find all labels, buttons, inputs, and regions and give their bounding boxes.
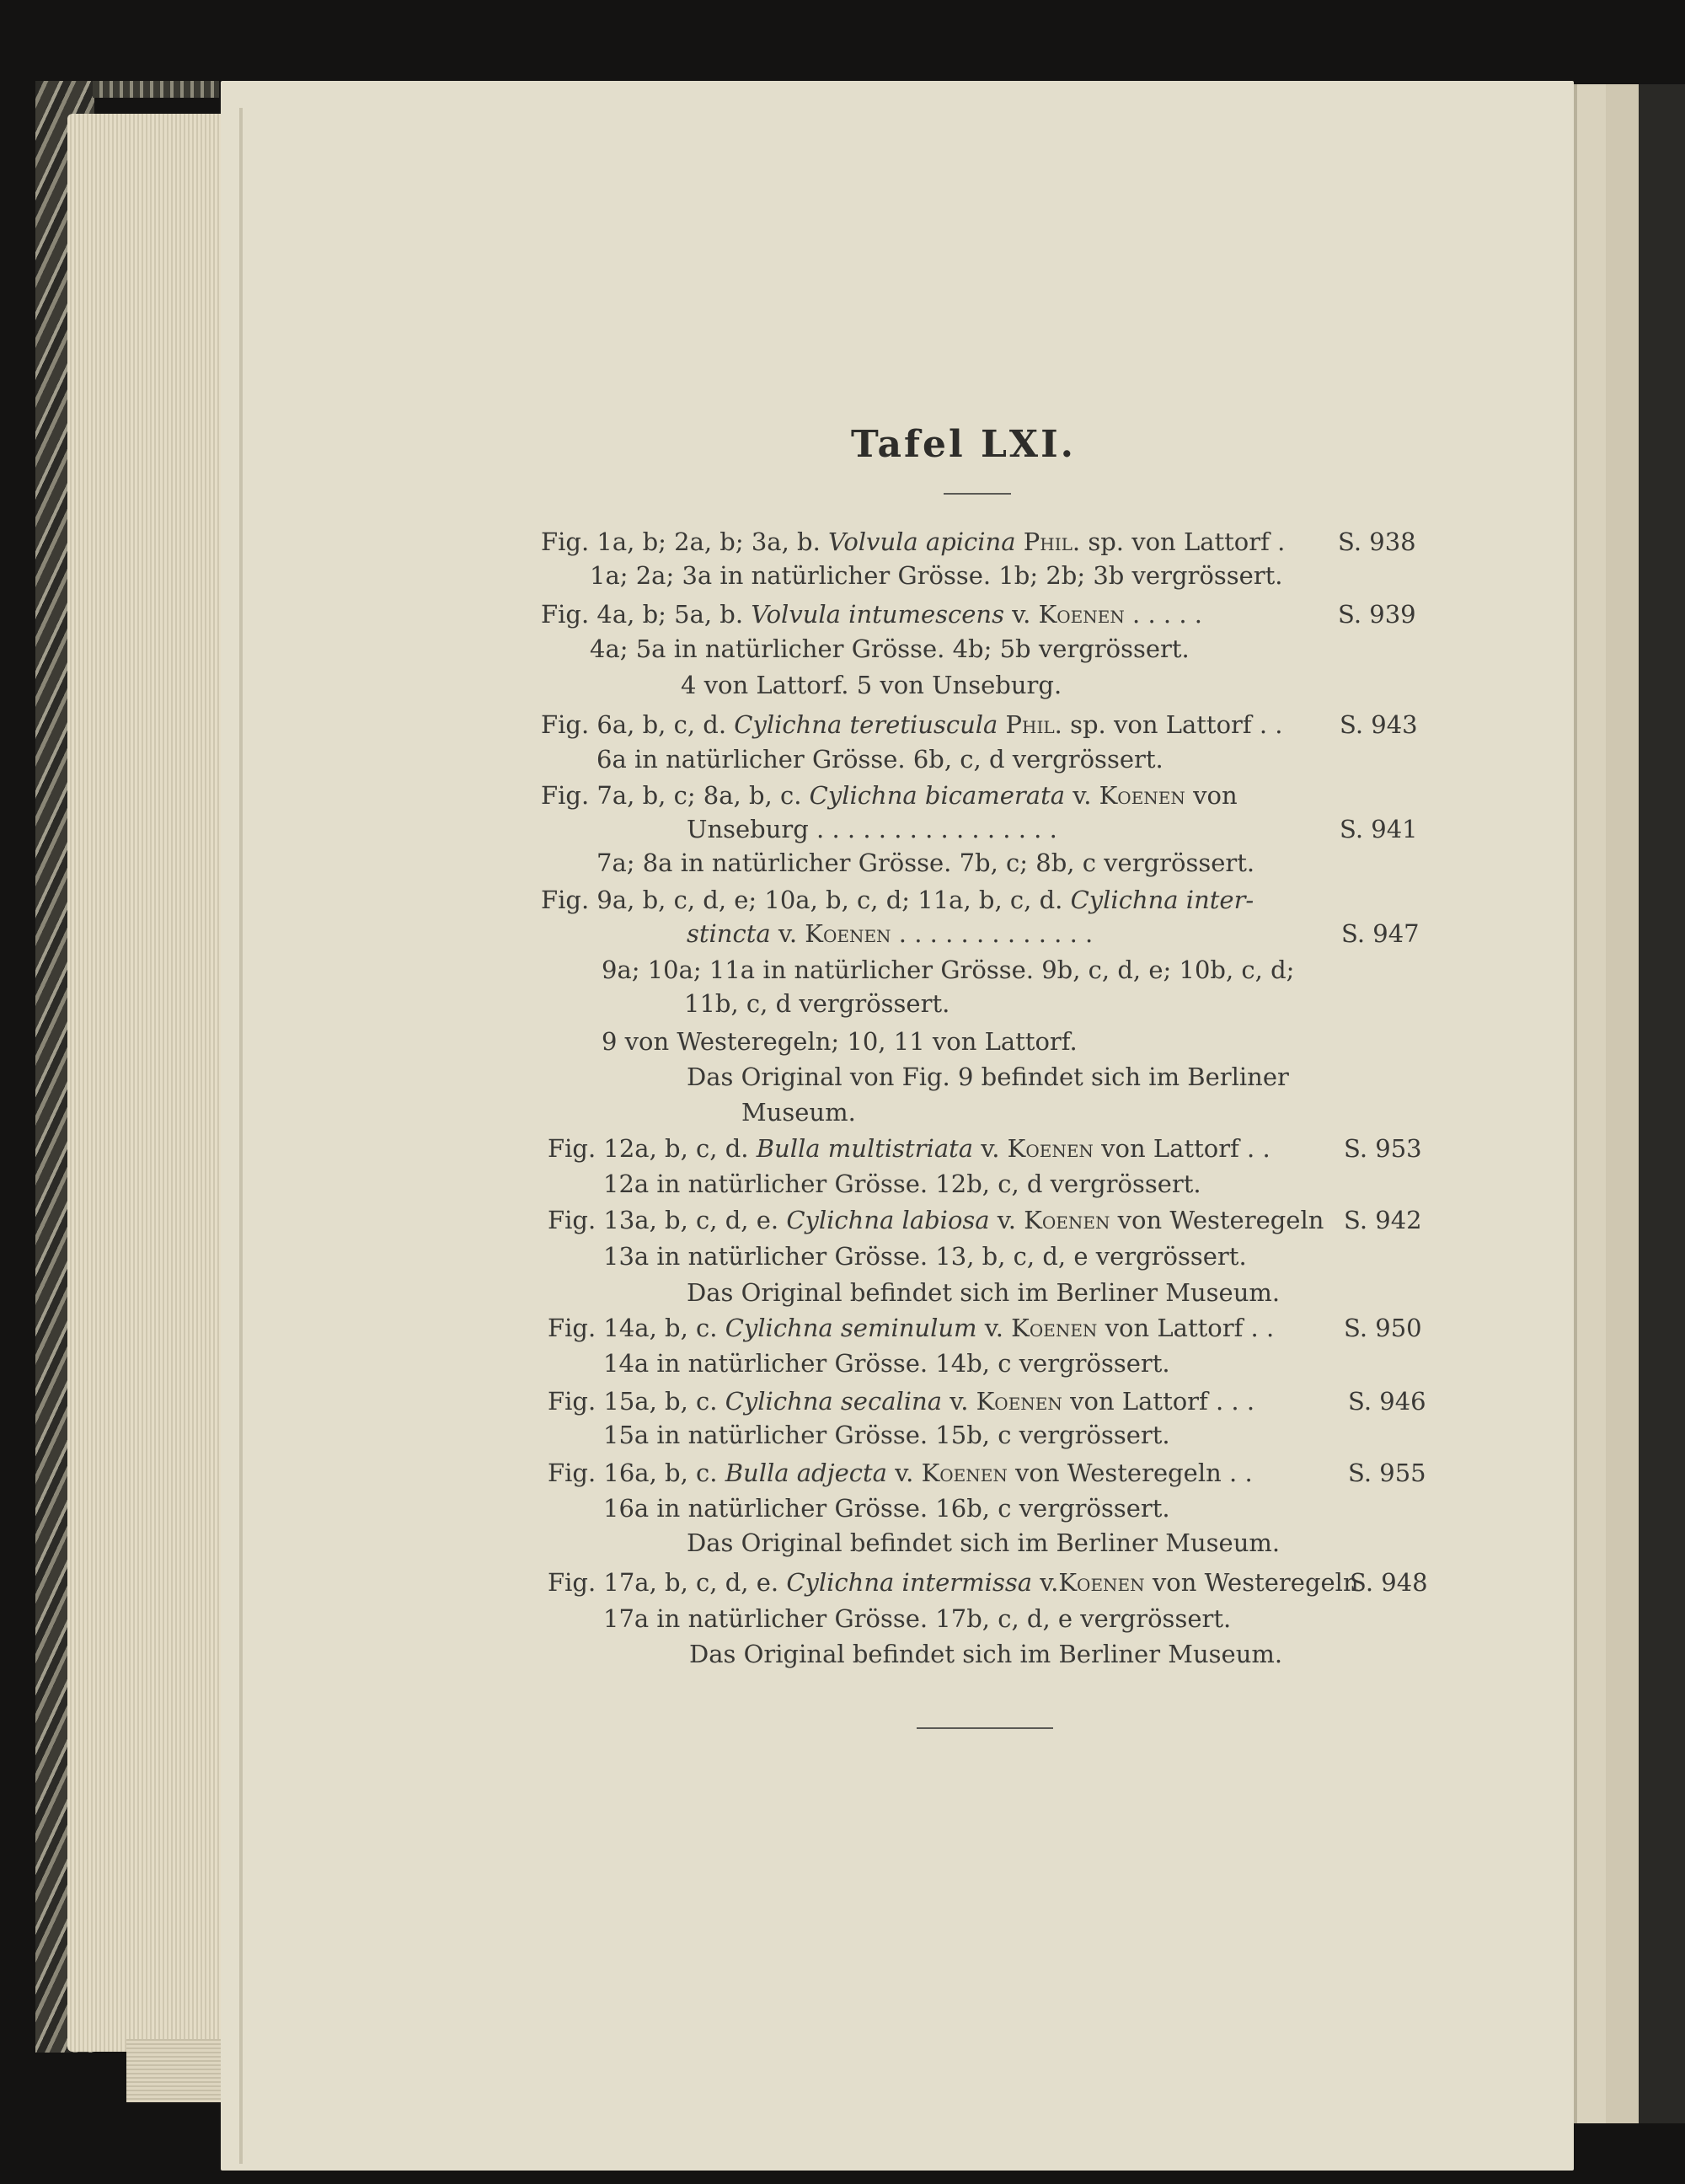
line-text: von Lattorf . . .: [1062, 1387, 1255, 1416]
line-text: Fig. 6a, b, c, d.: [541, 710, 735, 739]
figure-line: [541, 885, 1254, 915]
figure-line: [684, 988, 949, 1019]
species-name: Bulla multistriata: [756, 1134, 974, 1163]
figure-line: [548, 1386, 1254, 1416]
book-cover-top: [93, 81, 219, 98]
figure-line: [602, 955, 1294, 985]
line-text: von Westeregeln . .: [1007, 1459, 1253, 1487]
line-text: von Westeregeln: [1110, 1206, 1324, 1234]
figure-line: [741, 1097, 856, 1127]
figure-line: [541, 709, 1283, 740]
line-text: Fig. 16a, b, c.: [548, 1459, 725, 1487]
line-text: v.: [1032, 1568, 1059, 1597]
line-text: Fig. 12a, b, c, d.: [548, 1134, 757, 1163]
line-text: 14a in natürlicher Grösse. 14b, c vergrössert.: [603, 1349, 1170, 1378]
figure-line: [602, 1026, 1078, 1057]
line-text: von Westeregeln: [1144, 1568, 1359, 1597]
figure-line: [603, 1603, 1231, 1634]
species-name: stincta: [687, 919, 771, 948]
figure-line: [596, 744, 1163, 774]
line-text: . . . . .: [1124, 600, 1203, 629]
author-name: Phil.: [1023, 527, 1081, 556]
author-name: Koenen: [921, 1459, 1008, 1487]
line-text: 1a; 2a; 3a in natürlicher Grösse. 1b; 2b; 3b vergrössert.: [590, 561, 1283, 590]
page-reference: S. 948: [1350, 1568, 1428, 1597]
line-text: von: [1185, 781, 1238, 810]
species-name: Cylichna labiosa: [786, 1206, 990, 1234]
figure-line: [603, 1169, 1201, 1199]
author-name: Koenen: [1011, 1314, 1098, 1342]
line-text: 6a in natürlicher Grösse. 6b, c, d vergrössert.: [596, 745, 1163, 774]
line-text: 4 von Lattorf. 5 von Unseburg.: [681, 671, 1062, 699]
line-text: Das Original befindet sich im Berliner Museum.: [687, 1278, 1281, 1307]
line-text: 4a; 5a in natürlicher Grösse. 4b; 5b vergrössert.: [590, 634, 1190, 663]
figure-line: [687, 918, 1093, 949]
line-text: v.: [942, 1387, 976, 1416]
author-name: Koenen: [1099, 781, 1185, 810]
figure-line: [548, 1458, 1253, 1488]
author-name: Phil.: [1005, 710, 1062, 739]
line-text: Fig. 4a, b; 5a, b.: [541, 600, 752, 629]
figure-line: [687, 814, 1057, 844]
page-reference: S. 947: [1341, 919, 1420, 948]
line-text: v.: [973, 1134, 1008, 1163]
plate-title: Tafel LXI.: [851, 423, 1076, 466]
species-name: Cylichna teretiuscula: [734, 710, 998, 739]
book-cover-right: [1639, 84, 1685, 2123]
figure-line: [548, 1205, 1324, 1235]
line-text: Museum.: [741, 1098, 856, 1127]
line-text: von Lattorf . .: [1097, 1314, 1275, 1342]
line-text: Fig. 15a, b, c.: [548, 1387, 725, 1416]
figure-line: [681, 670, 1062, 700]
species-name: Cylichna seminulum: [725, 1314, 977, 1342]
page-reference: S. 943: [1340, 710, 1418, 739]
author-name: Koenen: [976, 1387, 1062, 1416]
line-text: Das Original befindet sich im Berliner Museum.: [687, 1528, 1281, 1557]
figure-line: [541, 527, 1285, 557]
figure-line: [687, 1277, 1280, 1308]
figure-line: [603, 1493, 1170, 1523]
line-text: v.: [1065, 781, 1099, 810]
page-reference: S. 950: [1344, 1314, 1422, 1342]
figure-line: [603, 1348, 1170, 1378]
page-reference: S. 941: [1340, 815, 1418, 843]
species-name: Cylichna bicamerata: [809, 781, 1066, 810]
line-text: Das Original von Fig. 9 befindet sich im Berliner: [687, 1063, 1289, 1091]
line-text: 7a; 8a in natürlicher Grösse. 7b, c; 8b, c vergrössert.: [596, 848, 1255, 877]
line-text: v.: [976, 1314, 1012, 1342]
figure-line: [548, 1133, 1270, 1164]
page-reference: S. 953: [1344, 1134, 1422, 1163]
page-reference: S. 946: [1348, 1387, 1426, 1416]
line-text: [998, 710, 1005, 739]
species-name: Cylichna intermissa: [786, 1568, 1032, 1597]
author-name: Koenen: [1058, 1568, 1145, 1597]
author-name: Koenen: [805, 919, 891, 948]
title-rule: [944, 493, 1011, 495]
figure-line: [689, 1639, 1282, 1669]
line-text: 9a; 10a; 11a in natürlicher Grösse. 9b, c, d, e; 10b, c, d;: [602, 956, 1295, 984]
figure-line: [548, 1567, 1359, 1598]
line-text: 12a in natürlicher Grösse. 12b, c, d vergrössert.: [603, 1170, 1201, 1198]
page-gutter-edge: [239, 108, 243, 2164]
page-reference: S. 939: [1338, 600, 1416, 629]
line-text: v.: [770, 919, 805, 948]
page-edges-left: [67, 114, 244, 2052]
line-text: Fig. 7a, b, c; 8a, b, c.: [541, 781, 810, 810]
line-text: 9 von Westeregeln; 10, 11 von Lattorf.: [602, 1027, 1078, 1056]
species-name: Volvula intumescens: [751, 600, 1004, 629]
line-text: Fig. 9a, b, c, d, e; 10a, b, c, d; 11a, b, c, d.: [541, 886, 1071, 914]
book-page: [221, 81, 1574, 2171]
line-text: Fig. 14a, b, c.: [548, 1314, 725, 1342]
figure-line: [687, 1062, 1289, 1092]
figure-line: [541, 780, 1238, 811]
line-text: Fig. 13a, b, c, d, e.: [548, 1206, 787, 1234]
line-text: Fig. 1a, b; 2a, b; 3a, b.: [541, 527, 829, 556]
figure-line: [590, 634, 1190, 664]
line-text: 13a in natürlicher Grösse. 13, b, c, d, e vergrössert.: [603, 1242, 1247, 1271]
line-text: 17a in natürlicher Grösse. 17b, c, d, e vergrössert.: [603, 1604, 1232, 1633]
figure-line: [548, 1313, 1274, 1343]
line-text: 11b, c, d vergrössert.: [684, 989, 950, 1018]
figure-line: [603, 1241, 1247, 1271]
line-text: sp. von Lattorf . .: [1062, 710, 1283, 739]
page-reference: S. 942: [1344, 1206, 1422, 1234]
page-reference: S. 955: [1348, 1459, 1426, 1487]
figure-line: [687, 1528, 1280, 1558]
author-name: Koenen: [1007, 1134, 1094, 1163]
species-name: Cylichna secalina: [725, 1387, 943, 1416]
author-name: Koenen: [1024, 1206, 1110, 1234]
species-name: Volvula apicina: [828, 527, 1016, 556]
end-rule: [917, 1727, 1053, 1729]
figure-line: [603, 1420, 1170, 1450]
species-name: Bulla adjecta: [725, 1459, 887, 1487]
figure-line: [541, 599, 1202, 629]
species-name: Cylichna inter-: [1070, 886, 1254, 914]
line-text: 15a in natürlicher Grösse. 15b, c vergrössert.: [603, 1421, 1170, 1449]
figure-line: [590, 560, 1283, 591]
line-text: v.: [886, 1459, 922, 1487]
line-text: v.: [989, 1206, 1024, 1234]
figure-line: [596, 848, 1254, 878]
line-text: Unseburg . . . . . . . . . . . . . . . .: [687, 815, 1057, 843]
line-text: v.: [1003, 600, 1039, 629]
line-text: [1016, 527, 1024, 556]
line-text: 16a in natürlicher Grösse. 16b, c vergrössert.: [603, 1494, 1170, 1523]
line-text: . . . . . . . . . . . . .: [891, 919, 1094, 948]
line-text: Das Original befindet sich im Berliner Museum.: [689, 1640, 1283, 1668]
line-text: sp. von Lattorf .: [1080, 527, 1286, 556]
line-text: von Lattorf . .: [1093, 1134, 1270, 1163]
author-name: Koenen: [1038, 600, 1125, 629]
page-reference: S. 938: [1338, 527, 1416, 556]
line-text: Fig. 17a, b, c, d, e.: [548, 1568, 787, 1597]
